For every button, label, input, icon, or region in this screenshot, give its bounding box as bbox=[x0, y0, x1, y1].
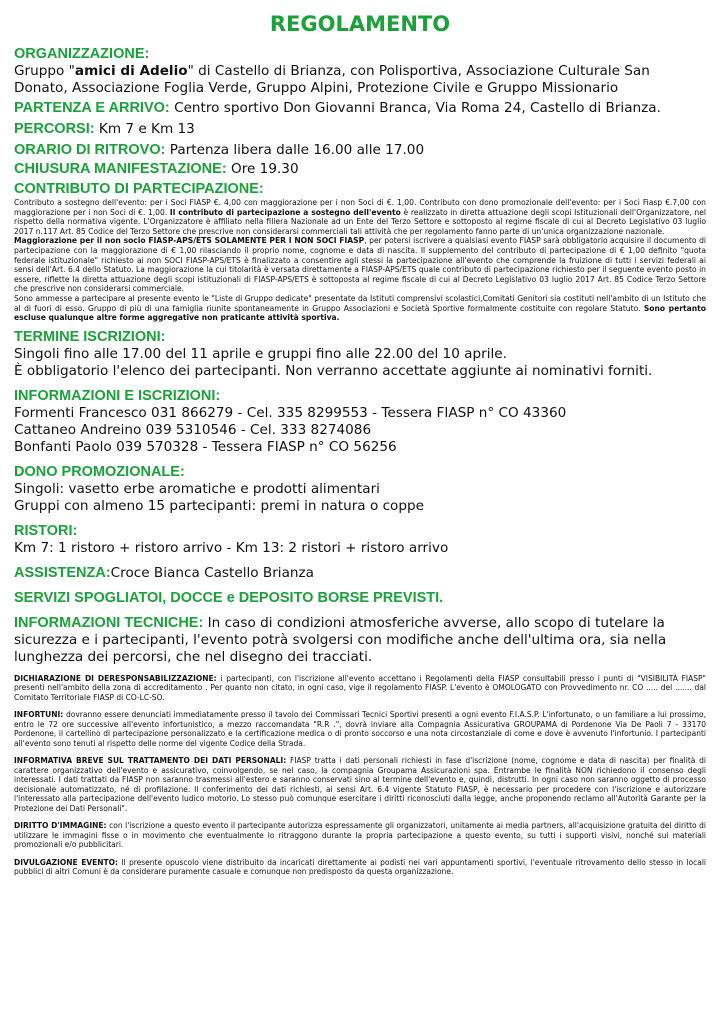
contact-line: Cattaneo Andreino 039 5310546 - Cel. 333 8274086 bbox=[14, 421, 372, 438]
organizzazione-text-post: " di Castello di Brianza, con Polisportiva, Associazione Culturale San Donato, Associazione Foglia Verde, Gruppo Alpini, Protezione Civile e Gruppo Missionario bbox=[14, 63, 650, 96]
assistenza-section bbox=[14, 565, 706, 582]
contributo-p1-b: è realizzato in diretta attuazione degli scopi Istituzionali dell'Organizzatore, nel rispetto della normativa vigente. L'Organizzatore è affiliato nella filiera Nazionale ad un Ente del Terzo Settore e sottoposto al regime fiscale di cui al Decreto Legislativo 03 luglio 2017 n.117 Art. 85 Codice del Terzo Settore che prescrive non considerarsi commerciali tali attività che per regolamento fanno parte di un'unica organizzazione nazionale. bbox=[14, 207, 706, 236]
servizi-section bbox=[14, 590, 706, 607]
tecniche-section bbox=[14, 615, 706, 666]
orario-section bbox=[14, 142, 706, 159]
divulgazione-label: DIVULGAZIONE EVENTO: bbox=[14, 857, 119, 867]
dichiarazione-label: DICHIARAZIONE DI DERESPONSABILIZZAZIONE: bbox=[14, 673, 217, 683]
percorsi-section bbox=[14, 121, 706, 138]
assistenza-label: ASSISTENZA: bbox=[14, 564, 111, 581]
partenza-label: PARTENZA E ARRIVO: bbox=[14, 100, 170, 116]
organizzazione-text-pre: Gruppo " bbox=[14, 63, 75, 79]
contributo-p3-bold: Sono pertanto escluse qualunque altre forme aggregative non praticante attività sportiva. bbox=[14, 303, 707, 323]
informazioni-label: INFORMAZIONI E ISCRIZIONI: bbox=[14, 387, 221, 404]
chiusura-label: CHIUSURA MANIFESTAZIONE: bbox=[14, 161, 227, 177]
servizi-label: SERVIZI SPOGLIATOI, DOCCE e DEPOSITO BORSE PREVISTI. bbox=[14, 589, 444, 606]
contributo-paragraph-3 bbox=[14, 294, 706, 323]
infortuni-section bbox=[14, 710, 706, 748]
organizzazione-section bbox=[14, 46, 706, 97]
termine-line-1: Singoli fino alle 17.00 del 11 aprile e gruppi fino alle 22.00 del 10 aprile. bbox=[14, 345, 507, 362]
infortuni-label: INFORTUNI: bbox=[14, 710, 64, 720]
contributo-p1-bold: Il contributo di partecipazione a sostegno dell'evento bbox=[169, 207, 401, 217]
contributo-p3: Sono ammesse a partecipare al presente evento le "Liste di Gruppo dedicate" presentate da Istituti comprensivi scolastici,Comitati Genitori sia costituti nell'ambito di un Istituto che al di fuori di esso. Gruppo di più di una famiglia riunite spontaneamente in Gruppo Associazioni e Società Sportive formalmente costituite con regolare Statuto. bbox=[14, 293, 706, 313]
percorsi-text: Km 7 e Km 13 bbox=[98, 121, 195, 137]
dono-label: DONO PROMOZIONALE: bbox=[14, 463, 185, 480]
assistenza-text: Croce Bianca Castello Brianza bbox=[110, 564, 314, 581]
contributo-p2: , per potersi iscrivere a qualsiasi evento FIASP sarà obbligatorio acquisire il documento di partecipazione con la maggiorazione di € 1,00 rilasciando il proprio nome, cognome e data di nascita. Il supplemento del contributo di partecipazione di € 1,00 definito "quota federale istituzionale" richiesto ai non SOCI FIASP-APS/ETS è finalizzato a consentire agli stessi la partecipazione all'evento che comprende la fruizione di tutti i servizi federali ai sensi dell'Art. 6.4 dello Statuto. La maggiorazione la cui titolarità è versata direttamente a FIASP-APS/ETS quale contributo di partecipazione richiesto per il seguente evento posto in essere, riflette la diretta attuazione degli scopi istituzionali di FIASP-APS/ETS è sottoposta al regime fiscale di cui al Decreto Legislativo 03 luglio 2017 Art. 85 Codice Terzo Settore che prescrive non considerarsi commerciale. bbox=[14, 236, 706, 294]
termine-line-2: È obbligatorio l'elenco dei partecipanti. Non verranno accettate aggiunte ai nominativi forniti. bbox=[14, 362, 653, 379]
ristori-text: Km 7: 1 ristoro + ristoro arrivo - Km 13: 2 ristori + ristoro arrivo bbox=[14, 539, 449, 556]
contributo-section bbox=[14, 181, 706, 323]
tecniche-label: INFORMAZIONI TECNICHE: bbox=[14, 614, 204, 631]
termine-label: TERMINE ISCRIZIONI: bbox=[14, 328, 166, 345]
infortuni-text: dovranno essere denunciati immediatamente presso il tavolo dei Commissari Tecnici Sportivi presenti a ogni evento F.I.A.S.P. L'infortunato, o un familiare a lui prossimo, entro le 72 ore successive all'evento infortunistico, a mezzo raccomandata "R.R .", dovrà inviare alla Compagnia Assicurativa GROUPAMA di Pordenone Via De Paoli 7 - 33170 Pordenone, il cartellino di partecipazione personalizzato e la certificazione medica o di pronto soccorso e una nota circostanziale di come e dove è avvenuto l'infortunio. I partecipanti all'evento sono tenuti al rispetto delle norme del vigente Codice della Strada. bbox=[14, 710, 706, 748]
contact-line: Bonfanti Paolo 039 570328 - Tessera FIASP n° CO 56256 bbox=[14, 438, 397, 455]
chiusura-text: Ore 19.30 bbox=[231, 161, 299, 177]
contact-line: Formenti Francesco 031 866279 - Cel. 335 8299553 - Tessera FIASP n° CO 43360 bbox=[14, 404, 567, 421]
organizzazione-label: ORGANIZZAZIONE: bbox=[14, 46, 150, 62]
divulgazione-section bbox=[14, 858, 706, 877]
termine-section bbox=[14, 329, 706, 380]
divulgazione-text: Il presente opuscolo viene distribuito da incaricati direttamente ai podisti nei vari appuntamenti sportivi, l'eventuale ritrovamento dello stesso in locali pubblici di altri Comuni è da considerare puramente casuale e comunque non predisposto da questa organizzazione. bbox=[14, 857, 706, 877]
orario-text: Partenza libera dalle 16.00 alle 17.00 bbox=[169, 142, 425, 158]
organizzazione-text-bold: amici di Adelio bbox=[74, 63, 188, 79]
dono-line-2: Gruppi con almeno 15 partecipanti: premi in natura o coppe bbox=[14, 497, 424, 514]
dichiarazione-text: i partecipanti, con l'iscrizione all'evento accettano i Regolamenti della FIASP consultabili presso i punti di "VISIBILITÀ FIASP" presenti nell'ambito della zona di accreditamento . Per quanto non citato, in ogni caso, vige il regolamento FIASP. L'evento è OMOLOGATO con Provvedimento nr. CO ..... del ....... dal Comitato Territoriale FIASP di CO-LC-SO. bbox=[14, 673, 706, 702]
tecniche-text: In caso di condizioni atmosferiche avverse, allo scopo di tutelare la sicurezza e i partecipanti, l'evento potrà svolgersi con modifiche anche dell'ultima ora, sia nella lunghezza dei percorsi, che nel disegno dei tracciati. bbox=[14, 614, 667, 665]
percorsi-label: PERCORSI: bbox=[14, 121, 95, 137]
contributo-paragraph-1 bbox=[14, 198, 706, 236]
partenza-text: Centro sportivo Don Giovanni Branca, Via Roma 24, Castello di Brianza. bbox=[174, 100, 661, 116]
immagine-label: DIRITTO D'IMMAGINE: bbox=[14, 821, 107, 831]
contributo-p2-bold: Maggiorazione per il non socio FIASP-APS/ETS SOLAMENTE PER I NON SOCI FIASP bbox=[14, 236, 365, 246]
immagine-section bbox=[14, 821, 706, 850]
privacy-text: FIASP tratta i dati personali richiesti in fase d'iscrizione (nome, cognome e data di nascita) per finalità di carattere organizzativo dell'evento e assicurativo, coinvolgendo, se nel caso, la compagnia Groupama Assicurazioni spa. Entrambe le finalità NON richiedono il consenso degli interessati. I dati trattati da FIASP non saranno trasmessi all'estero e saranno conservati sino al termine dell'evento e, quindi, distrutti. In ogni caso non saranno oggetto di processo decisionale automatizzato, né di profilazione. Il conferimento dei dati richiesti, ai sensi Art. 6.4 vigente Statuto FIASP, è necessario per procedere con l'iscrizione e autorizzare l'interessato alla partecipazione dell'evento ludico motorio. Lo stesso può comunque esercitare i diritti riconosciuti dalla legge, anche proponendo reclamo all'Autorità Garante per la Protezione dei Dati Personali". bbox=[14, 756, 706, 813]
informazioni-section bbox=[14, 388, 706, 456]
contributo-paragraph-2 bbox=[14, 236, 706, 294]
contributo-p1-a: Contributo a sostegno dell'evento: per i Soci FIASP €. 4,00 con maggiorazione per i non Soci di €. 1,00. Contributo con dono promozionale dell'evento: per i Soci Fiasp €.7,00 con maggiorazione per i non Soci di €. 1,00. bbox=[14, 198, 706, 217]
ristori-section bbox=[14, 523, 706, 557]
dichiarazione-section bbox=[14, 674, 706, 703]
immagine-text: con l'iscrizione a questo evento il partecipante autorizza espressamente gli organizzatori, unitamente ai media partners, all'acquisizione gratuita del diritto di utilizzare le immagini fisse o in movimento che eventualmente lo ritraggono durante la propria partecipazione a questo evento, su tutti i supporti visivi, nonché sui materiali promozionali e/o pubblicitari. bbox=[14, 821, 706, 850]
dono-section bbox=[14, 464, 706, 515]
chiusura-section bbox=[14, 161, 706, 178]
privacy-label: INFORMATIVA BREVE SUL TRATTAMENTO DEI DATI PERSONALI: bbox=[14, 756, 287, 766]
privacy-section bbox=[14, 756, 706, 813]
orario-label: ORARIO DI RITROVO: bbox=[14, 142, 166, 158]
contributo-label: CONTRIBUTO DI PARTECIPAZIONE: bbox=[14, 181, 264, 197]
partenza-section bbox=[14, 100, 706, 117]
page-title: REGOLAMENTO bbox=[269, 12, 451, 36]
dono-line-1: Singoli: vasetto erbe aromatiche e prodotti alimentari bbox=[14, 480, 380, 497]
ristori-label: RISTORI: bbox=[14, 522, 78, 539]
